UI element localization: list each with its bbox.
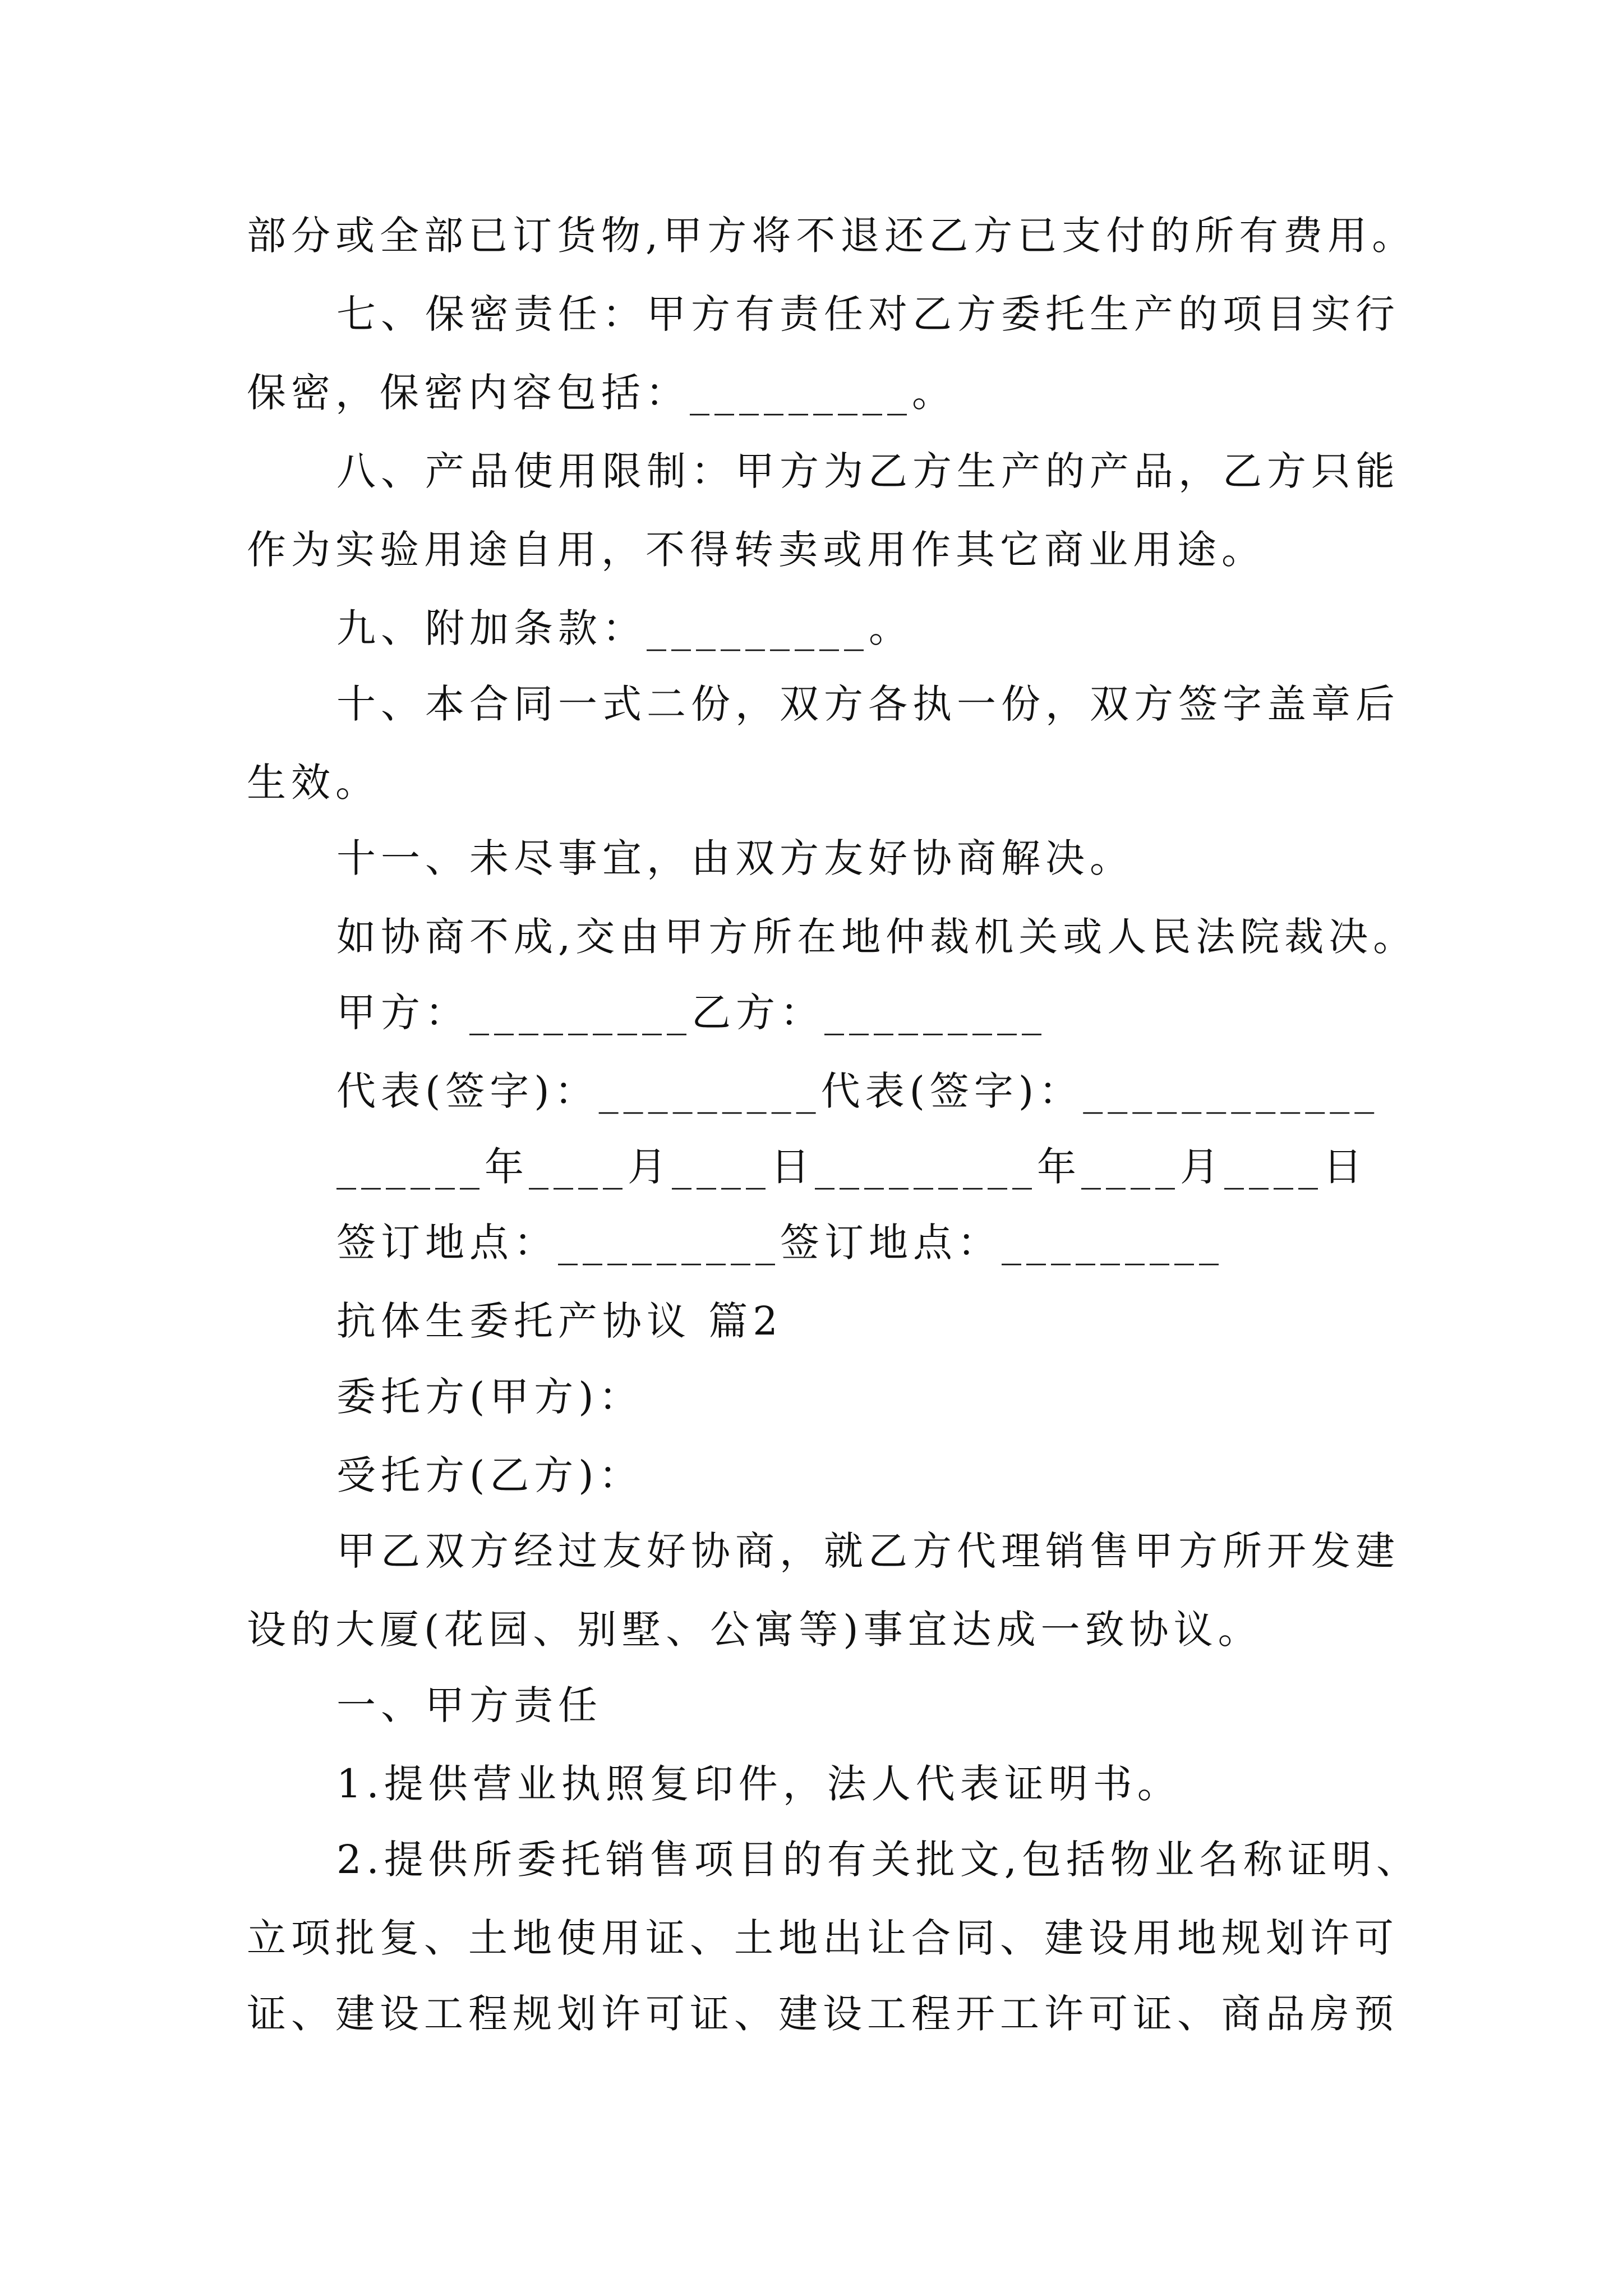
text-line: 九、附加条款：_________。 xyxy=(336,605,913,651)
text-line: 委托方(甲方)： xyxy=(336,1374,643,1420)
text-line: 立项批复、土地使用证、土地出让合同、建设用地规划许可 xyxy=(247,1915,1399,1961)
text-line: 签订地点：_________签订地点：_________ xyxy=(336,1220,1224,1266)
text-line: 部分或全部已订货物,甲方将不退还乙方已支付的所有费用。 xyxy=(247,213,1417,259)
text-line: 受托方(乙方)： xyxy=(336,1452,643,1498)
text-line: 一、甲方责任 xyxy=(336,1682,602,1728)
text-line: 如协商不成,交由甲方所在地仲裁机关或人民法院裁决。 xyxy=(336,914,1418,960)
text-line: 保密，保密内容包括：_________。 xyxy=(247,370,956,416)
text-line: 甲方：_________乙方：_________ xyxy=(336,990,1046,1036)
text-line: 十一、未尽事宜，由双方友好协商解决。 xyxy=(336,835,1134,881)
text-line: 2.提供所委托销售项目的有关批文,包括物业名称证明、 xyxy=(336,1837,1421,1883)
text-line: 作为实验用途自用，不得转卖或用作其它商业用途。 xyxy=(247,527,1266,573)
section-heading: 抗体生委托产协议 篇2 xyxy=(336,1298,783,1344)
text-line: 生效。 xyxy=(247,760,380,806)
text-line: 代表(签字)：_________代表(签字)：____________ xyxy=(336,1068,1380,1114)
text-line: 甲乙双方经过友好协商，就乙方代理销售甲方所开发建 xyxy=(336,1528,1400,1574)
text-line: 设的大厦(花园、别墅、公寓等)事宜达成一致协议。 xyxy=(247,1607,1262,1653)
text-line: 证、建设工程规划许可证、建设工程开工许可证、商品房预 xyxy=(247,1991,1399,2037)
text-line: 1.提供营业执照复印件，法人代表证明书。 xyxy=(336,1761,1182,1807)
text-line: 十、本合同一式二份，双方各执一份，双方签字盖章后 xyxy=(336,681,1400,727)
text-line: 八、产品使用限制：甲方为乙方生产的产品，乙方只能 xyxy=(336,448,1400,494)
text-line: 七、保密责任：甲方有责任对乙方委托生产的项目实行 xyxy=(336,291,1400,337)
text-line: ______年____月____日_________年____月____日 xyxy=(336,1144,1367,1190)
